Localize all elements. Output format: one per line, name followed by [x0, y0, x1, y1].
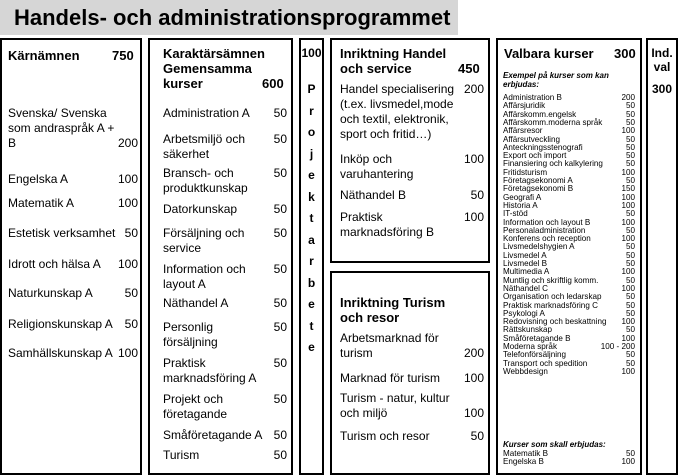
karaktarsamnen-item-points: 50	[273, 448, 287, 462]
valbara-item-label: Psykologi A	[503, 308, 545, 318]
handel-item-points: 100	[463, 210, 484, 224]
valbara-item-points: 150	[621, 184, 635, 194]
valbara-item-points: 50	[625, 275, 635, 285]
karaktarsamnen-item-label: Småföretagande A	[163, 428, 263, 442]
valbara-item-label: Organisation och ledarskap	[503, 292, 602, 302]
handel-item-label: Näthandel B	[340, 188, 407, 202]
valbara-item-points: 50	[625, 209, 635, 219]
karnamnen-points: 750	[112, 48, 134, 63]
karaktarsamnen-item	[163, 106, 287, 121]
karnamnen-item-points: 50	[124, 226, 138, 240]
valbara-item-label: Småföretagande B	[503, 333, 571, 343]
valbara-item-label: Moderna språk	[503, 342, 557, 351]
handel-item-label: Inköp och varuhantering	[340, 152, 414, 181]
karaktarsamnen-item-label: Information och layout A	[163, 262, 246, 291]
indval-header-2: val	[653, 60, 671, 74]
valbara-item-label: Anteckningsstenografi	[503, 142, 583, 152]
handel-item	[340, 152, 484, 182]
turism-box	[330, 271, 490, 475]
turism-item-points: 200	[463, 346, 484, 360]
projektarbete-letter: a	[308, 232, 315, 247]
karnamnen-item	[8, 106, 138, 151]
valbara-item-label: Livsmedel A	[503, 250, 547, 260]
karaktarsamnen-item	[163, 262, 287, 292]
karaktarsamnen-item-points: 50	[273, 428, 287, 442]
valbara-item-points: 50	[625, 225, 635, 235]
handel-item	[340, 210, 484, 240]
karnamnen-item-points: 100	[117, 257, 138, 271]
valbara-item-label: Muntlig och skriftlig komm.	[503, 275, 599, 285]
page-title: Handels- och administrationsprogrammet	[0, 0, 458, 35]
karnamnen-item	[8, 172, 138, 187]
karnamnen-item-label: Engelska A	[8, 172, 69, 186]
karaktarsamnen-item-points: 50	[273, 392, 287, 406]
handel-item	[340, 188, 484, 203]
karaktarsamnen-item-label: Praktisk marknadsföring A	[163, 356, 257, 385]
karaktarsamnen-item-points: 50	[273, 202, 287, 216]
valbara-examples-heading: Exempel på kurser som kan erbjudas:	[503, 71, 609, 89]
karaktarsamnen-item-points: 50	[273, 356, 287, 370]
valbara-item-label: Personaladministration	[503, 225, 586, 235]
valbara-item-label: Webbdesign	[503, 366, 548, 376]
valbara-item-points: 50	[625, 117, 635, 127]
karnamnen-item-label: Idrott och hälsa A	[8, 257, 101, 271]
valbara-must-heading: Kurser som skall erbjudas:	[503, 440, 606, 449]
turism-item-label: Turism och resor	[340, 429, 430, 443]
projektarbete-letter: k	[308, 189, 315, 204]
projektarbete-letter: b	[307, 275, 316, 290]
karaktarsamnen-item-points: 50	[273, 296, 287, 310]
valbara-must-item-points: 50	[625, 449, 635, 458]
karnamnen-item-label: Matematik A	[8, 196, 75, 210]
karnamnen-item	[8, 226, 138, 241]
valbara-item-points: 100	[621, 192, 635, 202]
karaktarsamnen-item-label: Näthandel A	[163, 296, 229, 310]
karaktarsamnen-item	[163, 392, 287, 422]
karnamnen-item-label: Estetisk verksamhet	[8, 226, 116, 240]
valbara-item-label: Affärsresor	[503, 126, 543, 136]
karaktarsamnen-item-points: 50	[273, 106, 287, 120]
valbara-item-label: Konferens och reception	[503, 234, 591, 244]
valbara-item-points: 50	[625, 308, 635, 318]
valbara-item-label: Affärskomm.engelsk	[503, 109, 577, 119]
valbara-item-points: 50	[625, 242, 635, 252]
karaktarsamnen-item-label: Turism	[163, 448, 200, 462]
karnamnen-item-label: Religionskunskap A	[8, 317, 113, 331]
karaktarsamnen-item	[163, 166, 287, 196]
handel-item-label: Praktisk marknadsföring B	[340, 210, 435, 239]
valbara-item-label: Finansiering och kalkylering	[503, 159, 603, 169]
valbara-item-label: Företagsekonomi A	[503, 176, 573, 185]
valbara-must-item-points: 100	[621, 457, 635, 466]
projektarbete-letter: o	[307, 125, 316, 139]
karaktarsamnen-item-label: Administration A	[163, 106, 250, 120]
valbara-item-label: Rättskunskap	[503, 325, 553, 335]
valbara-item-label: Näthandel C	[503, 283, 548, 293]
karnamnen-item-points: 200	[117, 136, 138, 150]
valbara-item-points: 100	[621, 283, 635, 293]
turism-item-label: Marknad för turism	[340, 371, 441, 385]
karaktarsamnen-item-label: Arbetsmiljö och säkerhet	[163, 132, 246, 161]
valbara-item-points: 100	[621, 267, 635, 277]
karaktarsamnen-item-label: Personlig försäljning	[163, 320, 218, 349]
karnamnen-item-label: Svenska/ Svenska som andraspråk A + B	[8, 106, 115, 150]
valbara-header: Valbara kurser	[504, 46, 594, 61]
valbara-item-points: 50	[625, 176, 635, 185]
valbara-item-points: 100	[621, 234, 635, 244]
valbara-item-points: 50	[625, 358, 635, 368]
karaktarsamnen-item-label: Försäljning och service	[163, 226, 245, 255]
karnamnen-item	[8, 257, 138, 272]
valbara-item-points: 100	[621, 126, 635, 136]
turism-header: Inriktning Turism och resor	[340, 295, 446, 325]
valbara-item-points: 200	[621, 93, 635, 102]
projektarbete-points: 100	[301, 46, 322, 60]
valbara-must-item	[503, 458, 635, 466]
karaktarsamnen-item-points: 50	[273, 132, 287, 146]
karaktarsamnen-item	[163, 428, 287, 443]
karaktarsamnen-item-points: 50	[273, 166, 287, 180]
projektarbete-letter: e	[308, 168, 315, 182]
turism-item-label: Arbetsmarknad för turism	[340, 331, 439, 360]
valbara-item-label: Affärsutveckling	[503, 134, 560, 144]
karnamnen-item-points: 100	[117, 196, 138, 210]
valbara-item-points: 50	[625, 300, 635, 310]
valbara-item-points: 50	[625, 325, 635, 335]
turism-item-label: Turism - natur, kultur och miljö	[340, 391, 450, 420]
karaktarsamnen-item	[163, 202, 287, 217]
karnamnen-box	[0, 38, 142, 475]
karnamnen-item-label: Naturkunskap A	[8, 286, 93, 300]
valbara-item-label: Transport och spedition	[503, 358, 588, 368]
handel-header: Inriktning Handel och service	[340, 46, 447, 76]
karaktarsamnen-item	[163, 296, 287, 311]
handel-item-points: 200	[463, 82, 484, 96]
valbara-item-points: 100	[621, 167, 635, 177]
valbara-must-item-label: Engelska B	[503, 457, 544, 466]
projektarbete-letter: e	[308, 340, 315, 354]
valbara-item-label: IT-stöd	[503, 209, 528, 219]
valbara-item-label: Export och import	[503, 151, 567, 161]
karaktarsamnen-box	[148, 38, 293, 475]
valbara-item-points: 50	[625, 159, 635, 169]
valbara-item-points: 100 - 200	[600, 342, 635, 351]
handel-points: 450	[458, 61, 480, 76]
valbara-item-label: Livsmedelshygien A	[503, 242, 575, 252]
karnamnen-item-points: 50	[124, 317, 138, 331]
karnamnen-item	[8, 346, 138, 361]
valbara-item-points: 100	[621, 333, 635, 343]
valbara-item-label: Historia A	[503, 200, 538, 210]
karaktarsamnen-item	[163, 226, 287, 256]
projektarbete-letter: r	[309, 103, 314, 118]
handel-item	[340, 82, 484, 142]
handel-item-label: Handel specialisering (t.ex. livsmedel,mode och textil, elektronik, sport och fritid…)	[340, 82, 455, 141]
valbara-points: 300	[614, 46, 636, 61]
karnamnen-item-label: Samhällskunskap A	[8, 346, 113, 360]
karaktarsamnen-item	[163, 320, 287, 350]
projektarbete-letter: t	[309, 318, 314, 333]
karnamnen-item-points: 50	[124, 286, 138, 300]
valbara-item-points: 100	[621, 217, 635, 227]
karaktarsamnen-item-label: Datorkunskap	[163, 202, 238, 216]
valbara-item-label: Affärskomm.moderna språk	[503, 117, 603, 127]
karnamnen-item	[8, 317, 138, 332]
karaktarsamnen-header: Karaktärsämnen Gemensamma kurser	[163, 46, 265, 91]
valbara-must-item-label: Matematik B	[503, 449, 548, 458]
handel-box	[330, 38, 490, 263]
turism-item	[340, 331, 484, 361]
valbara-item-points: 50	[625, 250, 635, 260]
turism-item-points: 100	[463, 406, 484, 420]
karaktarsamnen-item-points: 50	[273, 320, 287, 334]
valbara-box	[496, 38, 642, 475]
karaktarsamnen-item-points: 50	[273, 262, 287, 276]
projektarbete-letter: e	[308, 297, 315, 311]
indval-points: 300	[651, 82, 673, 96]
valbara-item-points: 50	[625, 134, 635, 144]
valbara-item-points: 50	[625, 350, 635, 360]
turism-item	[340, 429, 484, 444]
valbara-item-label: Livsmedel B	[503, 259, 548, 268]
valbara-item-label: Fritidsturism	[503, 167, 548, 177]
projektarbete-letter: P	[307, 82, 316, 96]
projektarbete-letter: j	[309, 146, 314, 161]
valbara-item-points: 50	[625, 151, 635, 161]
valbara-item-points: 50	[625, 142, 635, 152]
valbara-item-label: Administration B	[503, 93, 562, 102]
handel-item-points: 50	[470, 188, 484, 202]
indval-box	[646, 38, 678, 475]
karaktarsamnen-item-points: 50	[273, 226, 287, 240]
karaktarsamnen-item	[163, 132, 287, 162]
valbara-item-points: 100	[621, 200, 635, 210]
karaktarsamnen-item	[163, 448, 287, 463]
turism-item-points: 50	[470, 429, 484, 443]
valbara-item-points: 100	[621, 366, 635, 376]
turism-item	[340, 391, 484, 421]
valbara-item-label: Praktisk marknadsföring C	[503, 300, 598, 310]
karaktarsamnen-item	[163, 356, 287, 386]
indval-header-1: Ind.	[651, 46, 673, 60]
karaktarsamnen-points: 600	[262, 76, 284, 91]
turism-item	[340, 371, 484, 386]
valbara-item-label: Information och layout B	[503, 217, 591, 227]
valbara-item-label: Geografi A	[503, 192, 542, 202]
projektarbete-letter: t	[309, 211, 314, 225]
turism-item-points: 100	[463, 371, 484, 385]
karnamnen-item	[8, 286, 138, 301]
karnamnen-item	[8, 196, 138, 211]
projektarbete-box	[299, 38, 324, 475]
valbara-item-points: 50	[625, 292, 635, 302]
handel-item-points: 100	[463, 152, 484, 166]
valbara-item-label: Redovisning och beskattning	[503, 317, 607, 327]
valbara-item	[503, 368, 635, 376]
projektarbete-letter: r	[309, 254, 314, 268]
valbara-item-points: 50	[625, 259, 635, 268]
karaktarsamnen-item-label: Bransch- och produktkunskap	[163, 166, 248, 195]
karaktarsamnen-item-label: Projekt och företagande	[163, 392, 228, 421]
valbara-item-label: Telefonförsäljning	[503, 350, 566, 360]
valbara-item-label: Företagsekonomi B	[503, 184, 574, 194]
valbara-item-points: 100	[621, 317, 635, 327]
valbara-item-label: Affärsjuridik	[503, 101, 546, 111]
valbara-item-points: 50	[625, 101, 635, 111]
valbara-item-points: 50	[625, 109, 635, 119]
karnamnen-header: Kärnämnen	[8, 48, 80, 63]
valbara-item-label: Multimedia A	[503, 267, 550, 277]
karnamnen-item-points: 100	[117, 172, 138, 186]
karnamnen-item-points: 100	[117, 346, 138, 360]
